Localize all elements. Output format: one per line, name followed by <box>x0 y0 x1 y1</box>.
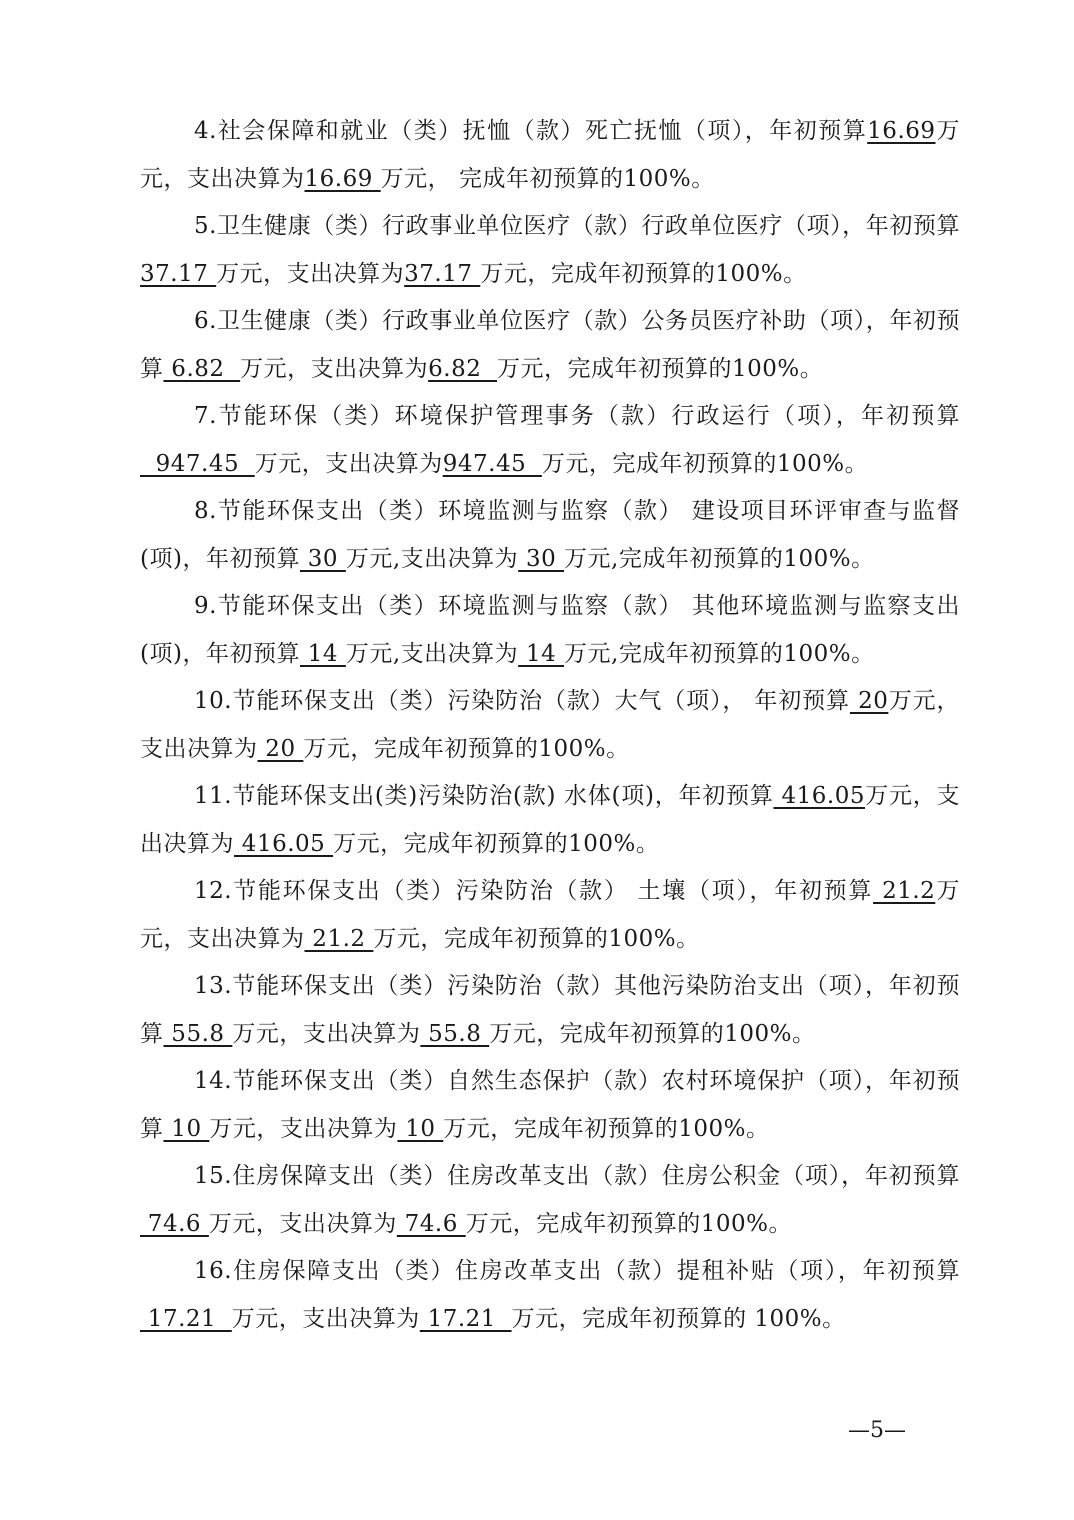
paragraph-text: 万元，支出决算为 <box>208 1210 397 1237</box>
paragraph-text: 6.卫生健康（类）行政事业单位医疗（款）公务员医疗补助（项），年初预算 <box>140 308 960 382</box>
page-number: —5— <box>848 1418 906 1443</box>
initial-budget-value: 20 <box>849 688 889 714</box>
final-expenditure-value: 21.2 <box>304 925 374 952</box>
budget-paragraph <box>140 583 960 678</box>
paragraph-text: 12.节能环保支出（类）污染防治（款） 土壤（项），年初预算 <box>194 878 874 904</box>
budget-paragraph <box>140 108 960 203</box>
initial-budget-value: 21.2 <box>873 878 936 904</box>
initial-budget-value: 55.8 <box>163 1020 233 1047</box>
budget-paragraph <box>140 203 960 298</box>
paragraph-text: 万元，完成年初预算的100%。 <box>303 735 630 762</box>
paragraph-text: 万元，支出决算为 <box>140 688 961 762</box>
paragraph-text: 万元，支出决算为 <box>140 878 960 952</box>
paragraph-text: 万元，完成年初预算的100%。 <box>541 450 869 477</box>
initial-budget-value: 6.82 <box>163 355 241 382</box>
paragraph-text: 万元，完成年初预算的100%。 <box>333 830 660 857</box>
paragraph-text: 万元，支出决算为 <box>209 1115 398 1142</box>
initial-budget-value: 10 <box>163 1115 210 1142</box>
initial-budget-value: 37.17 <box>140 260 217 287</box>
paragraph-text: 万元，支出决算为 <box>216 260 405 287</box>
initial-budget-value: 947.45 <box>140 450 255 477</box>
final-expenditure-value: 74.6 <box>396 1210 466 1237</box>
final-expenditure-value: 14 <box>518 640 565 667</box>
paragraph-text: 万元,支出决算为 <box>345 545 519 572</box>
budget-paragraph <box>140 773 960 868</box>
paragraph-text: 万元，完成年初预算的100%。 <box>373 925 700 952</box>
paragraph-text: 万元，支出决算为 <box>231 1305 420 1332</box>
final-expenditure-value: 16.69 <box>304 165 381 192</box>
budget-paragraph <box>140 1058 960 1153</box>
paragraph-text: 万元，支出决算为 <box>240 355 429 382</box>
paragraph-text: 9.节能环保支出（类）环境监测与监察（款） 其他环境监测与监察支出(项)，年初预算 <box>140 593 960 667</box>
initial-budget-value: 74.6 <box>140 1210 209 1237</box>
budget-paragraph <box>140 868 960 963</box>
final-expenditure-value: 55.8 <box>420 1020 490 1047</box>
paragraph-text: 万元，完成年初预算的100%。 <box>465 1210 792 1237</box>
paragraph-text: 4.社会保障和就业（类）抚恤（款）死亡抚恤（项），年初预算 <box>194 118 868 144</box>
budget-paragraph <box>140 393 960 488</box>
paragraph-text: 万元，支出决算为 <box>232 1020 421 1047</box>
final-expenditure-value: 6.82 <box>428 355 497 382</box>
paragraph-text: 万元，支出决算为 <box>140 118 961 192</box>
paragraph-text: 5.卫生健康（类）行政事业单位医疗（款）行政单位医疗（项），年初预算 <box>194 213 960 239</box>
budget-paragraph <box>140 1248 960 1343</box>
budget-paragraph <box>140 678 960 773</box>
paragraph-text: 万元，完成年初预算的 100%。 <box>511 1305 846 1332</box>
paragraph-text: 万元， 完成年初预算的100%。 <box>380 165 715 192</box>
initial-budget-value: 14 <box>299 640 346 667</box>
initial-budget-value: 16.69 <box>867 118 936 144</box>
paragraph-text: 万元,支出决算为 <box>345 640 519 667</box>
paragraph-text: 万元，支出决算为 <box>254 450 443 477</box>
budget-paragraph <box>140 963 960 1058</box>
final-expenditure-value: 416.05 <box>234 830 334 857</box>
paragraph-text: 万元，完成年初预算的100%。 <box>443 1115 770 1142</box>
paragraph-text: 7.节能环保（类）环境保护管理事务（款）行政运行（项），年初预算 <box>194 403 960 429</box>
budget-paragraph <box>140 1153 960 1248</box>
paragraph-text: 万元,完成年初预算的100%。 <box>564 640 875 667</box>
initial-budget-value: 17.21 <box>140 1305 232 1332</box>
paragraph-text: 11.节能环保支出(类)污染防治(款) 水体(项)，年初预算 <box>194 783 774 809</box>
paragraph-text: 万元，完成年初预算的100%。 <box>489 1020 816 1047</box>
initial-budget-value: 416.05 <box>773 783 865 809</box>
final-expenditure-value: 17.21 <box>419 1305 512 1332</box>
initial-budget-value: 30 <box>299 545 346 572</box>
document-body <box>140 108 960 1343</box>
final-expenditure-value: 10 <box>397 1115 444 1142</box>
paragraph-text: 14.节能环保支出（类）自然生态保护（款）农村环境保护（项），年初预算 <box>140 1068 960 1142</box>
paragraph-text: 万元，支出决算为 <box>140 783 960 857</box>
final-expenditure-value: 37.17 <box>404 260 481 287</box>
paragraph-text: 万元,完成年初预算的100%。 <box>564 545 875 572</box>
paragraph-text: 万元，完成年初预算的100%。 <box>480 260 807 287</box>
paragraph-text: 8.节能环保支出（类）环境监测与监察（款） 建设项目环评审查与监督(项)，年初预算 <box>140 498 960 572</box>
paragraph-text: 万元，完成年初预算的100%。 <box>497 355 824 382</box>
budget-paragraph <box>140 298 960 393</box>
paragraph-text: 16.住房保障支出（类）住房改革支出（款）提租补贴（项），年初预算 <box>194 1258 960 1284</box>
final-expenditure-value: 20 <box>257 735 304 762</box>
final-expenditure-value: 30 <box>518 545 565 572</box>
budget-paragraph <box>140 488 960 583</box>
final-expenditure-value: 947.45 <box>442 450 542 477</box>
paragraph-text: 13.节能环保支出（类）污染防治（款）其他污染防治支出（项），年初预算 <box>140 973 960 1047</box>
paragraph-text: 10.节能环保支出（类）污染防治（款）大气（项）， 年初预算 <box>194 688 850 714</box>
paragraph-text: 15.住房保障支出（类）住房改革支出（款）住房公积金（项），年初预算 <box>194 1163 960 1189</box>
